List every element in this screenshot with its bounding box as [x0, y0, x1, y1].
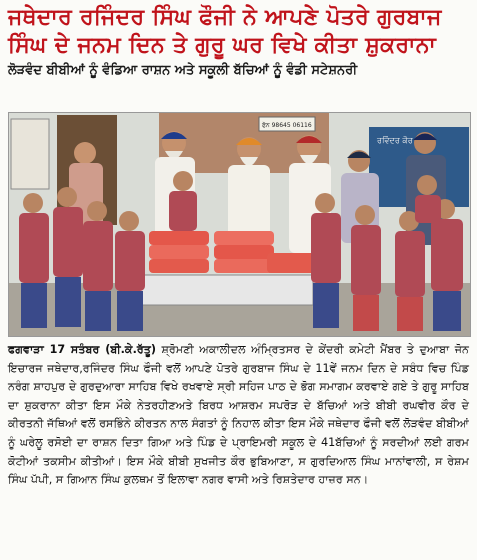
child-5: [169, 171, 197, 231]
wall-board-text: ਰਵਿੰਦਰ ਕੌਰ: [377, 136, 413, 145]
headline: ਜਥੇਦਾਰ ਰਜਿੰਦਰ ਸਿੰਘ ਫੌਜੀ ਨੇ ਆਪਣੇ ਪੋਤਰੇ ਗੁਰਬਾਜ ਸਿੰਘ ਦੇ ਜਨਮ ਦਿਨ ਤੇ ਗੁਰੂ ਘਰ ਵਿਖੇ ਕੀਤਾ ਸ਼ੁਕਰਾਨਾ: [8, 5, 442, 58]
table: [133, 275, 313, 305]
wall-sign-text: ਫੋਨ 98645 06116: [262, 122, 312, 129]
body-text: ਸ਼੍ਰੋਮਣੀ ਅਕਾਲੀਦਲ ਅੰਮ੍ਰਿਤਸਰ ਦੇ ਕੇਂਦਰੀ ਕਮੇਟੀ ਮੈਂਬਰ ਤੇ ਦੁਆਬਾ ਜੋਨ ਇਚਾਰਜ ਜਥੇਦਾਰ,ਰਜਿੰਦਰ ਸਿੰਘ ਫੌਜੀ ਵਲੋਂ ਆਪਣੇ ਪੋਤਰੇ ਗੁਰਬਾਜ ਸਿੰਘ ਦੇ 11ਵੇਂ ਜਨਮ ਦਿਨ ਦੇ ਸਬੰਧ ਵਿਚ ਪਿੰਡ ਨਰੰਗ ਸ਼ਾਹਪੁਰ ਦੇ ਗੁਰਦੁਆਰਾ ਸਾਹਿਬ ਵਿਖੇ ਰਖਵਾਏ ਸ੍ਰੀ ਸਹਿਜ ਪਾਠ ਦੇ ਭੋਗ ਸਮਾਗਮ ਕਰਵਾਏ ਗਏ ਤੇ ਗੁਰੂ ਸਾਹਿਬ ਦਾ ਸ਼ੁਕਰਾਨਾ ਕੀਤਾ ਇਸ ਮੌਕੇ ਨੇਤਰਹੀਣਅਤੇ ਬਿਰਧ ਆਸ਼ਰਮ ਸਪਰੋੜ ਦੇ ਬੱਚਿਆਂ ਅਤੇ ਬੀਬੀ ਰਘਵੀਰ ਕੌਰ ਦੇ ਕੀਰਤਨੀ ਜੱਥਿਆਂ ਵਲੋਂ ਰਸਭਿੰਨੇ ਕੀਰਤਨ ਨਾਲ ਸੰਗਤਾਂ ਨੂੰ ਨਿਹਾਲ ਕੀਤਾ ਇਸ ਮੌਕੇ ਜਥੇਦਾਰ ਫੌਜੀ ਵਲੋਂ ਲੋੜਵੰਦ ਬੀਬੀਆਂ ਨੂੰ ਘਰੇਲੂ ਰਸੋਈ ਦਾ ਰਾਸ਼ਨ ਦਿਤਾ ਗਿਆ ਅਤੇ ਪਿੰਡ ਦੇ ਪ੍ਰਾਇਮਰੀ ਸਕੂਲ ਦੇ 41ਬੱਚਿਆਂ ਨੂੰ ਸਰਦੀਆਂ ਲਈ ਗਰਮ ਕੋਟੀਆਂ ਤਕਸੀਮ ਕੀਤੀਆਂ। ਇਸ ਮੌਕੇ ਬੀਬੀ ਸੁਖਜੀਤ ਕੌਰ ਭੁਬਿਆਣਾ, ਸ ਗੁਰਦਿਆਲ ਸਿੰਘ ਮਾਨਾਂਵਾਲੀ, ਸ ਰੇਸ਼ਮ ਸਿੰਘ ਪੱਪੀ, ਸ ਗਿਆਨ ਸਿੰਘ ਕੁਲਥਮ ਤੋਂ ਇਲਾਵਾ ਨਗਰ ਵਾਸੀ ਅਤੇ ਰਿਸ਼ਤੇਦਾਰ ਹਾਜ਼ਰ ਸਨ।: [8, 343, 469, 487]
subheadline: ਲੋੜਵੰਦ ਬੀਬੀਆਂ ਨੂੰ ਵੰਡਿਆ ਰਾਸ਼ਨ ਅਤੇ ਸਕੂਲੀ ਬੱਚਿਆਂ ਨੂੰ ਵੰਡੀ ਸਟੇਸ਼ਨਰੀ: [8, 63, 358, 78]
article-body: [8, 341, 469, 490]
wall-poster: [11, 119, 49, 189]
news-photo: [8, 112, 471, 337]
dateline: ਫਗਵਾੜਾ 17 ਸਤੰਬਰ (ਬੀ.ਕੇ.ਰੱਤੂ): [8, 343, 157, 356]
child-2: [53, 187, 83, 327]
child-1: [19, 193, 49, 328]
child-6: [311, 193, 341, 328]
